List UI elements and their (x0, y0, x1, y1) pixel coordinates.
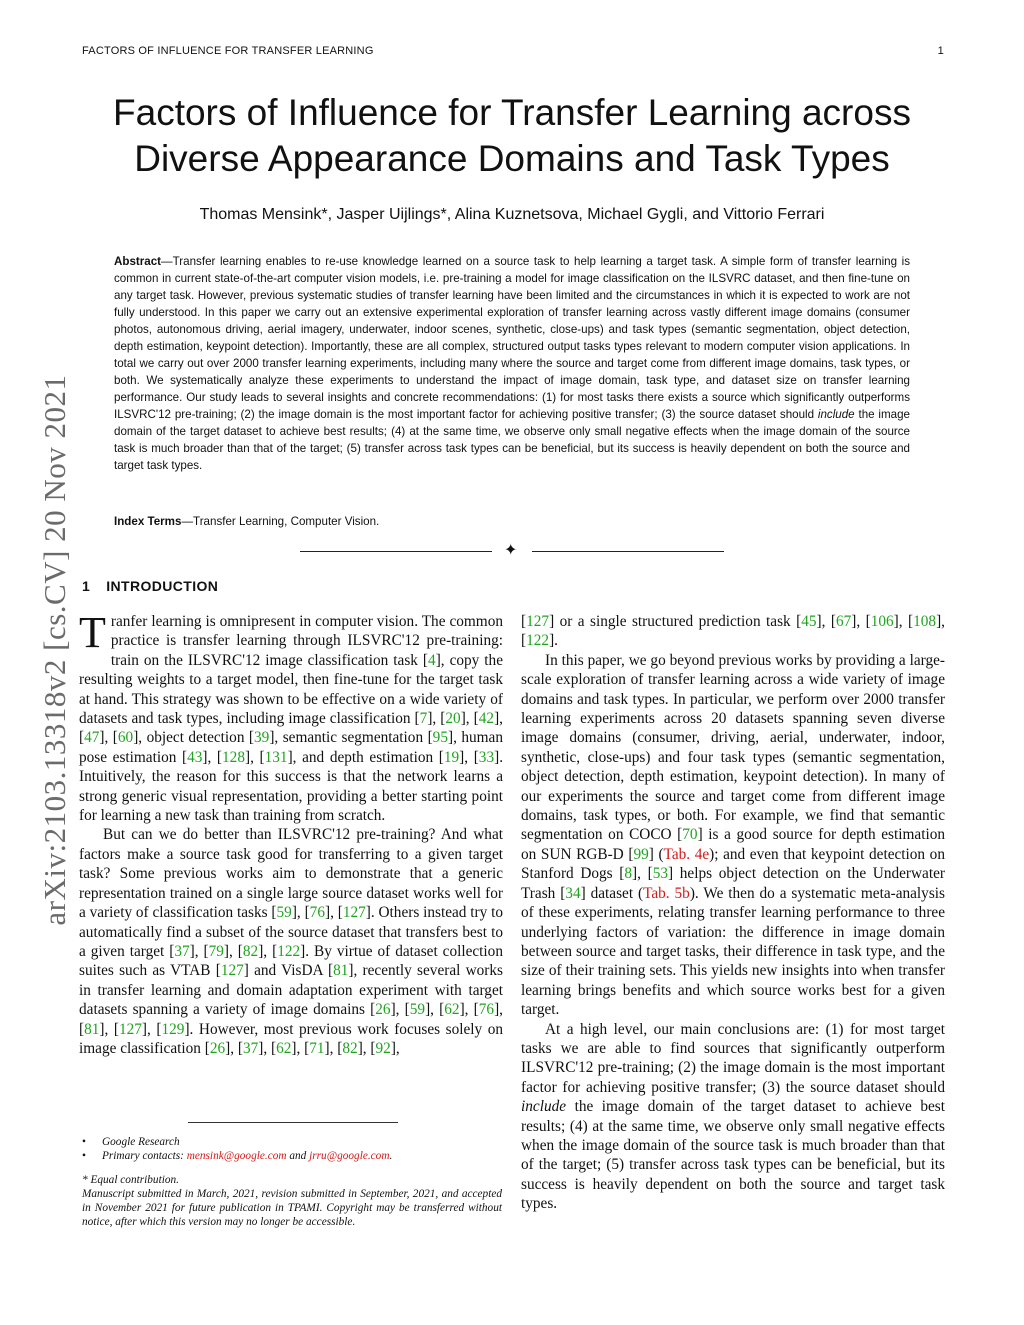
citation-link[interactable]: 26 (375, 1001, 391, 1019)
citation-link[interactable]: 131 (264, 748, 288, 766)
running-header: FACTORS OF INFLUENCE FOR TRANSFER LEARNING (82, 45, 374, 57)
citation-link[interactable]: 81 (333, 962, 349, 980)
citation-link[interactable]: 108 (913, 613, 937, 630)
citation-link[interactable]: 82 (342, 1039, 358, 1057)
intro-paragraph-4 (521, 1020, 945, 1214)
citation-link[interactable]: 62 (276, 1039, 292, 1057)
citation-link[interactable]: 128 (222, 748, 245, 766)
citation-link[interactable]: 62 (444, 1001, 460, 1019)
paragraph-text: ], object detection [ (133, 729, 255, 747)
citation-link[interactable]: 37 (242, 1039, 259, 1057)
citation-link[interactable]: 59 (409, 1001, 426, 1019)
paragraph-text: ], semantic segmentation [ (269, 729, 433, 747)
paragraph-text: ], and depth estimation [ (287, 748, 444, 766)
citation-link[interactable]: 42 (478, 710, 495, 728)
paragraph-text: ] dataset ( (580, 884, 644, 902)
paragraph-text: ] and VisDA [ (243, 962, 334, 980)
paragraph-text: ], recently several works in transfer learning and domain adaptation experiment with target datasets spanning a variety of image domains [ (79, 962, 503, 1019)
footnote-rule (188, 1122, 398, 1123)
citation-link[interactable]: 67 (835, 613, 852, 630)
table-reference-link[interactable]: Tab. 5b (643, 884, 690, 902)
citation-link[interactable]: 70 (682, 826, 698, 844)
citation-link[interactable]: 127 (220, 962, 244, 980)
section-title: INTRODUCTION (106, 578, 219, 594)
citation-link[interactable]: 122 (277, 942, 301, 960)
index-terms-label: Index Terms (114, 515, 182, 528)
citation-link[interactable]: 76 (478, 1001, 495, 1019)
intro-paragraph-continued: [127] or a single structured prediction task [45], [67], [106], [108], [122]. (521, 613, 945, 650)
author-list: Thomas Mensink*, Jasper Uijlings*, Alina Kuznetsova, Michael Gygli, and Vittorio Ferrari (199, 206, 825, 223)
italic-emphasis: include (521, 1098, 567, 1116)
citation-link[interactable]: 47 (84, 729, 100, 747)
paragraph-text: ] is a good source for depth estimation on SUN RGB-D [ (521, 826, 945, 863)
abstract (114, 253, 910, 474)
footnote-list (82, 1135, 502, 1163)
citation-link[interactable]: 92 (375, 1039, 391, 1057)
citation-link[interactable]: 4 (428, 651, 436, 669)
citation-link[interactable]: 37 (174, 942, 190, 960)
citation-link[interactable]: 127 (342, 904, 366, 922)
citation-link[interactable]: 45 (801, 613, 817, 630)
paragraph-text: ], copy the resulting weights to a target model, then fine-tune for the target task at hand. This strategy was shown to be effective on a wide variety of datasets and task types, including image classification [ (79, 651, 503, 728)
paragraph-text: ). We then do a systematic meta-analysis of these experiments, relating transfer learning performance to three underlying factors of variation: the difference in image domain between source and target tasks, their difference in task type, and the size of their training sets. This yields new insights into when transfer learning brings benefits and which source works best for a given target. (521, 884, 945, 1019)
citation-link[interactable]: 129 (161, 1020, 185, 1038)
citation-link[interactable]: 122 (526, 632, 550, 650)
divider-line-left (300, 551, 492, 552)
section-number: 1 (82, 578, 91, 594)
index-terms (114, 515, 910, 528)
index-terms-text: —Transfer Learning, Computer Vision. (181, 515, 380, 528)
arxiv-identifier: arXiv:2103.13318v2 [cs.CV] 20 Nov 2021 (37, 374, 72, 926)
citation-link[interactable]: 53 (652, 865, 669, 883)
paragraph-text: At a high level, our main conclusions are: (1) for most target tasks we are able to find sources that significantly outperform ILSVRC'12 pre-training; (2) the image domain is the most important factor for achieving positive transfer; (3) the source dataset should (521, 1020, 945, 1096)
contacts-and: and (286, 1150, 310, 1162)
paragraph-text: But can we do better than ILSVRC'12 pre-training? And what factors make a source task good for transferring to a given target task? Some previous works aim to demonstrate that a generic representation trained on a single large source dataset works well for a variety of classification tasks [ (79, 826, 503, 922)
intro-paragraph-2: But can we do better than ILSVRC'12 pre-training? And what factors make a source task good for transferring to a given target task? Some previous works aim to demonstrate that a generic representation trained on a single large source dataset works well for a variety of classification tasks [59], [76], [127]. Others instead try to automatically find a subset of the source dataset that transfers best to a given target [37], [79], [82], [122]. By virtue of dataset collection suites such as VTAB [127] and VisDA [81], recently several works in transfer learning and domain adaptation experiment with target datasets spanning a variety of image domains [26], [59], [62], [76], [81], [127], [129]. However, most previous work focuses solely on image classification [26], [37], [62], [71], [82], [92], (79, 826, 503, 1057)
footnote-manuscript: Manuscript submitted in March, 2021, revision submitted in September, 2021, and accepted in November 2021 for future publication in TPAMI. Copyright may be transferred without notice, after which this version may no longer be accessible. (82, 1188, 502, 1228)
citation-link[interactable]: 19 (443, 748, 460, 766)
abstract-italic: include (817, 408, 855, 421)
citation-link[interactable]: 95 (432, 729, 448, 747)
left-column (79, 608, 504, 1058)
citation-link[interactable]: 20 (445, 710, 461, 728)
citation-link[interactable]: 99 (633, 845, 649, 863)
citation-link[interactable]: 59 (276, 904, 292, 922)
citation-link[interactable]: 43 (187, 748, 203, 766)
paragraph-text: the image domain of the target dataset to achieve best results; (4) at the same time, we observe only small negative effects when the image domain of the source task is much broader than that of the target; (5) transfer across task types can be beneficial, but its success is heavily dependent on both the source and target task types. (521, 1098, 945, 1213)
divider-ornament-icon: ✦ (504, 540, 518, 559)
citation-link[interactable]: 76 (309, 904, 325, 922)
drop-cap: T (79, 608, 106, 657)
citation-link[interactable]: 127 (118, 1020, 142, 1038)
title-line-2: Diverse Appearance Domains and Task Types (134, 138, 890, 179)
paragraph-text: ], human pose estimation [ (79, 729, 503, 766)
email-link[interactable]: jrru@google.com (309, 1150, 390, 1162)
abstract-text: —Transfer learning enables to re-use knowledge learned on a source task to help learning a target task. A simple form of transfer learning is common in current state-of-the-art computer vision models, i.e. pre-training a model for image classification on the ILSVRC dataset, and then fine-tune on any target task. However, previous systematic studies of transfer learning have been limited and the circumstances in which it is expected to work are not fully understood. In this paper we carry out an extensive experimental exploration of transfer learning across vastly different image domains (consumer photos, autonomous driving, aerial imagery, underwater, indoor scenes, synthetic, close-ups) and task types (semantic segmentation, object detection, depth estimation, keypoint detection). Importantly, these are all complex, structured output tasks types relevant to modern computer vision applications. In total we carry out over 2000 transfer learning experiments, including many where the source and target come from different image domains, task types, or both. We systematically analyze these experiments to understand the impact of image domain, task type, and dataset size on transfer learning performance. Our study leads to several insights and concrete recommendations: (1) for most tasks there exists a source which significantly outperforms ILSVRC'12 pre-training; (2) the image domain is the most important factor for achieving positive transfer; (3) the source dataset should (114, 255, 910, 421)
citation-link[interactable]: 60 (117, 729, 134, 747)
footnote-contacts (82, 1149, 502, 1163)
paragraph-text: ]. However, most previous work focuses solely on image classification [ (79, 1020, 503, 1057)
intro-paragraph-1: Tranfer learning is omnipresent in computer vision. The common practice is transfer learning through ILSVRC'12 pre-training: train on the ILSVRC'12 image classification task [4], copy the resulting weights to a target model, then fine-tune for the target task at hand. This strategy was shown to be effective on a wide variety of datasets and task types, including image classification [7], [20], [42], [47], [60], object detection [39], semantic segmentation [95], human pose estimation [43], [128], [131], and depth estimation [19], [33]. Intuitively, the reason for this success is that the network learns a strong generic visual representation, providing a better starting point for learning a new task than training from scratch. (79, 608, 504, 825)
contacts-period: . (389, 1150, 393, 1162)
paragraph-text: ] or a single structured prediction task [ (549, 613, 802, 630)
divider-line-right (532, 551, 724, 552)
citation-link[interactable]: 34 (565, 884, 581, 902)
section-divider (300, 542, 724, 562)
paragraph-text: ]. By virtue of dataset collection suites such as VTAB [ (79, 942, 503, 980)
paragraph-text: ]. Intuitively, the reason for this success is that the network learns a strong generic visual representation, providing a better starting point for learning a new task than training from scratch. (79, 748, 504, 825)
citation-link[interactable]: 81 (84, 1020, 100, 1038)
citation-link[interactable]: 127 (526, 613, 550, 630)
citation-link[interactable]: 8 (624, 865, 633, 883)
citation-link[interactable]: 82 (242, 942, 259, 960)
abstract-text-end: the image domain of the target dataset to achieve best results; (4) at the same time, we observe only small negative effects when the image domain of the source task is much broader than that of the target; (5) transfer across task types can be beneficial, but its success is heavily dependent on both the source and target task types. (114, 408, 910, 472)
citation-link[interactable]: 7 (419, 710, 428, 728)
citation-link[interactable]: 106 (870, 613, 894, 630)
paragraph-text: ] helps object detection on the Underwater Trash [ (521, 865, 945, 902)
footnote-equal-contribution: * Equal contribution. (82, 1174, 179, 1186)
intro-paragraph-3: In this paper, we go beyond previous works by providing a large-scale exploration of transfer learning across a wide variety of image domains and task types. In particular, we perform over 2000 transfer learning experiments across 20 datasets spanning seven diverse image domains (consumer, driving, aerial, underwater, indoor, synthetic, close-ups) and four task types (semantic segmentation, object detection, depth estimation, keypoint detection). In many of our experiments the source and target come from different image domains, task types, or both. For example, we find that semantic segmentation on COCO [70] is a good source for depth estimation on SUN RGB-D [99] (Tab. 4e); and even that keypoint detection on Stanford Dogs [8], [53] helps object detection on the Underwater Trash [34] dataset (Tab. 5b). We then do a systematic meta-analysis of these experiments, relating transfer learning performance to three underlying factors of variation: the difference in image domain between source and target tasks, their difference in task type, and the size of their training sets. This yields new insights into when transfer learning brings benefits and which source works best for a given target. (521, 651, 945, 1019)
abstract-label: Abstract (114, 255, 162, 268)
citation-link[interactable]: 79 (208, 942, 224, 960)
title-line-1: Factors of Influence for Transfer Learning across (113, 92, 911, 133)
contacts-label: Primary contacts: (102, 1150, 187, 1162)
table-reference-link[interactable]: Tab. 4e (663, 845, 710, 863)
footnotes (82, 1135, 502, 1229)
citation-link[interactable]: 71 (309, 1039, 325, 1057)
email-link[interactable]: mensink@google.com (186, 1150, 287, 1162)
paragraph-text: In this paper, we go beyond previous works by providing a large-scale exploration of transfer learning across a wide variety of image domains and task types. In particular, we perform over 2000 transfer learning experiments across 20 datasets spanning seven diverse image domains (consumer, driving, aerial, underwater, indoor, synthetic, close-ups) and four task types (semantic segmentation, object detection, depth estimation, keypoint detection). In many of our experiments the source and target come from different image domains, task types, or both. For example, we find that semantic segmentation on COCO [ (521, 651, 945, 844)
paragraph-text: ]. (549, 632, 558, 650)
paper-title (60, 90, 964, 182)
citation-link[interactable]: 33 (478, 748, 495, 766)
citation-link[interactable]: 39 (254, 729, 270, 747)
page-number: 1 (937, 45, 944, 57)
section-heading (82, 578, 218, 594)
paragraph-text: ranfer learning is omnipresent in computer vision. The common practice is transfer learning through ILSVRC'12 pre-training: train on the ILSVRC'12 image classification task [ (110, 613, 503, 669)
citation-link[interactable]: 26 (209, 1039, 226, 1057)
footnote-affiliation: • Google Research (82, 1135, 502, 1149)
paragraph-text: ); and even that keypoint detection on Stanford Dogs [ (521, 845, 945, 883)
right-column (521, 612, 945, 1214)
paragraph-text: ]. Others instead try to automatically find a subset of the source dataset that transfers best to a given target [ (79, 904, 503, 960)
